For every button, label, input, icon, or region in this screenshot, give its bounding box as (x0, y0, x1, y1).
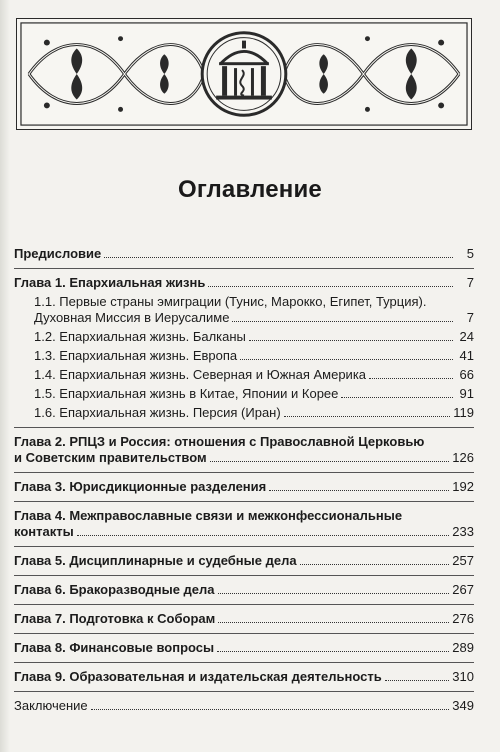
section-divider (14, 546, 474, 547)
toc-entry-title: Глава 8. Финансовые вопросы (14, 640, 215, 655)
toc-page-number: 41 (459, 348, 474, 363)
toc-entry-preface[interactable] (14, 246, 474, 262)
section-divider (14, 662, 474, 663)
dot-leader (91, 709, 450, 710)
section-divider (14, 427, 474, 428)
page-edge (0, 0, 10, 752)
toc-page-number: 349 (452, 698, 474, 713)
dot-leader (210, 461, 450, 462)
dot-leader (369, 378, 453, 379)
toc-entry-chapter-6[interactable] (14, 582, 474, 598)
toc-entry-title: 1.1. Первые страны эмиграции (Тунис, Марокко, Египет, Турция). (34, 294, 427, 309)
toc-page-number: 192 (452, 479, 474, 494)
toc-entry-title: 1.3. Епархиальная жизнь. Европа (34, 348, 238, 363)
toc-entry-title: Глава 3. Юрисдикционные разделения (14, 479, 267, 494)
toc-entry-title-cont: Духовная Миссия в Иерусалиме (34, 310, 230, 325)
toc-entry-title: Глава 5. Дисциплинарные и судебные дела (14, 553, 297, 568)
section-divider (14, 268, 474, 269)
toc-entry-section-1-5[interactable] (14, 386, 474, 402)
toc-entry-title-cont: и Советским правительством (14, 450, 207, 465)
dot-leader (218, 593, 450, 594)
section-divider (14, 472, 474, 473)
page-title: Оглавление (178, 176, 322, 203)
toc-entry-chapter-1[interactable] (14, 275, 474, 291)
table-of-contents (14, 246, 474, 717)
toc-entry-title: Глава 7. Подготовка к Соборам (14, 611, 216, 626)
toc-entry-title: Глава 2. РПЦЗ и Россия: отношения с Православной Церковью (14, 434, 425, 449)
toc-entry-chapter-8[interactable] (14, 640, 474, 656)
toc-entry-conclusion[interactable] (14, 698, 474, 714)
toc-entry-section-1-6[interactable] (14, 405, 474, 421)
section-divider (14, 575, 474, 576)
dot-leader (232, 321, 453, 322)
toc-entry-chapter-7[interactable] (14, 611, 474, 627)
toc-entry-section-1-2[interactable] (14, 329, 474, 345)
dot-leader (341, 397, 453, 398)
dot-leader (300, 564, 450, 565)
ornament-graphic (17, 19, 471, 129)
dot-leader (217, 651, 449, 652)
ornamental-header-band (16, 18, 472, 130)
toc-page-number: 310 (452, 669, 474, 684)
toc-page-number: 257 (452, 553, 474, 568)
section-divider (14, 501, 474, 502)
section-divider (14, 633, 474, 634)
toc-page-number: 24 (459, 329, 474, 344)
section-divider (14, 604, 474, 605)
toc-entry-title-cont: контакты (14, 524, 74, 539)
toc-entry-section-1-3[interactable] (14, 348, 474, 364)
toc-entry-title: Глава 1. Епархиальная жизнь (14, 275, 206, 290)
toc-entry-chapter-3[interactable] (14, 479, 474, 495)
section-divider (14, 691, 474, 692)
toc-entry-title: 1.2. Епархиальная жизнь. Балканы (34, 329, 246, 344)
toc-entry-chapter-9[interactable] (14, 669, 474, 685)
dot-leader (284, 416, 451, 417)
toc-entry-title: 1.5. Епархиальная жизнь в Китае, Японии и Корее (34, 386, 339, 401)
toc-entry-chapter-2-cont[interactable] (14, 450, 474, 466)
toc-entry-title: Предисловие (14, 246, 102, 261)
toc-page-number: 91 (459, 386, 474, 401)
dot-leader (208, 286, 453, 287)
toc-entry-title: Глава 4. Межправославные связи и межконфессиональные (14, 508, 403, 523)
toc-entry-title: 1.6. Епархиальная жизнь. Персия (Иран) (34, 405, 281, 420)
toc-entry-title: 1.4. Епархиальная жизнь. Северная и Южная Америка (34, 367, 367, 382)
toc-entry-section-1-1-cont[interactable] (14, 310, 474, 326)
toc-entry-section-1-1[interactable] (14, 294, 474, 310)
toc-page-number: 7 (466, 310, 474, 325)
toc-page-number: 276 (452, 611, 474, 626)
dot-leader (269, 490, 449, 491)
dot-leader (104, 257, 453, 258)
toc-entry-chapter-5[interactable] (14, 553, 474, 569)
toc-entry-title: Заключение (14, 698, 88, 713)
toc-entry-chapter-4-cont[interactable] (14, 524, 474, 540)
toc-entry-chapter-4[interactable] (14, 508, 474, 524)
toc-page-number: 233 (452, 524, 474, 539)
dot-leader (385, 680, 450, 681)
dot-leader (240, 359, 453, 360)
dot-leader (218, 622, 449, 623)
toc-page-number: 5 (466, 246, 474, 261)
toc-page-number: 7 (466, 275, 474, 290)
toc-page-number: 267 (452, 582, 474, 597)
toc-entry-section-1-4[interactable] (14, 367, 474, 383)
toc-entry-title: Глава 9. Образовательная и издательская деятельность (14, 669, 382, 684)
toc-entry-title: Глава 6. Бракоразводные дела (14, 582, 215, 597)
toc-page-number: 119 (453, 405, 474, 420)
dot-leader (249, 340, 453, 341)
dot-leader (77, 535, 450, 536)
toc-entry-chapter-2[interactable] (14, 434, 474, 450)
toc-page-number: 126 (452, 450, 474, 465)
toc-page-number: 289 (452, 640, 474, 655)
toc-page-number: 66 (459, 367, 474, 382)
